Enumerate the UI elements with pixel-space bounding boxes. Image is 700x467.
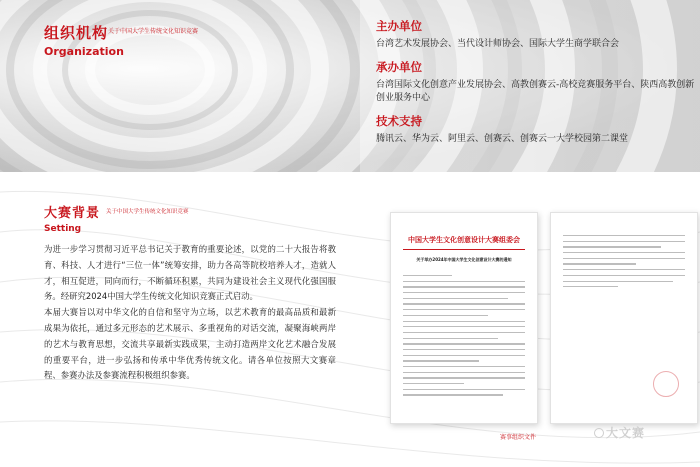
tech-heading: 技术支持 bbox=[376, 114, 422, 128]
seal-icon bbox=[653, 371, 679, 397]
document-org-name: 中国大学生文化创意设计大赛组委会 bbox=[408, 236, 520, 244]
document-notice-title: 关于举办2024年中国大学生文化创意设计大赛的通知 bbox=[416, 257, 512, 262]
organizer-text: 台湾国际文化创意产业发展协会、高教创赛云-高校竞赛服务平台、陕西高教创新创业服务中心 bbox=[376, 80, 695, 103]
background-body bbox=[44, 242, 336, 384]
watermark-logo bbox=[594, 424, 645, 441]
background-title bbox=[44, 202, 100, 234]
document-text-lines bbox=[563, 235, 685, 292]
host-heading: 主办单位 bbox=[376, 19, 422, 33]
host-text: 台湾艺术发展协会、当代设计师协会、国际大学生商学联合会 bbox=[376, 39, 620, 49]
organizer-heading: 承办单位 bbox=[376, 60, 422, 74]
notice-document-page-2 bbox=[550, 212, 698, 424]
background-title-cn: 大赛背景 bbox=[44, 206, 101, 221]
logo-icon bbox=[594, 428, 604, 438]
org-title-cn: 组织机构 bbox=[44, 24, 109, 42]
background-paragraph-1: 为进一步学习贯彻习近平总书记关于教育的重要论述，以党的二十大报告将教育、科技、人才进行“三位一体”统筹安排，助力各高等院校培养人才，造就人才，相互促进，同向而行，不断循环积累，共同为建设社会主义现代化强国服务。经研究2024中国大学生传统文化知识竞赛正式启动。 bbox=[44, 244, 336, 302]
background-title-en: Setting bbox=[44, 224, 82, 234]
org-info bbox=[376, 18, 696, 154]
org-tagline: 关于中国大学生传统文化知识竞赛 bbox=[108, 28, 199, 35]
background-tagline: 关于中国大学生传统文化知识竞赛 bbox=[106, 209, 189, 215]
document-red-line bbox=[403, 249, 525, 250]
background-paragraph-2: 本届大赛旨以对中华文化的自信和坚守为立场，以艺术教育的最高品质和最新成果为依托，通过多元形态的艺术展示、多重视角的对话交流，凝聚海峡两岸的艺术与教育思想，交流共享最新实践成果，主动打造两岸文化艺术融合发展的重要平台，进一步弘扬和传承中华优秀传统文化。请各单位按照大文赛章程、参赛办法及参赛流程积极组织参赛。 bbox=[44, 307, 336, 381]
notice-document-page-1 bbox=[390, 212, 538, 424]
tech-text: 腾讯云、华为云、阿里云、创赛云、创赛云一大学校园第二课堂 bbox=[376, 134, 629, 144]
org-title-en: Organization bbox=[44, 45, 124, 58]
logo-text: 大文赛 bbox=[606, 426, 646, 440]
document-caption: 赛事组织文件 bbox=[500, 434, 537, 441]
organization-section bbox=[0, 0, 700, 172]
background-section bbox=[0, 172, 700, 467]
document-text-lines bbox=[403, 275, 525, 400]
